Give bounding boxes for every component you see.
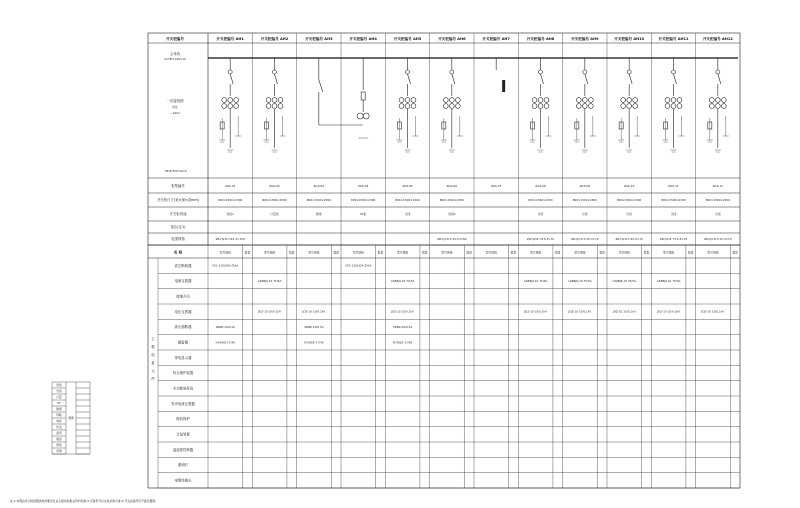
info-row-value: ZGS-01	[224, 184, 236, 188]
info-row-label: 开关柜用途	[169, 212, 187, 216]
info-row-value: ZGS-06	[446, 184, 458, 188]
fuse-icon	[361, 92, 365, 100]
equipment-header-qty: 数量	[687, 250, 694, 255]
ct-icon	[582, 104, 587, 109]
ct-icon	[272, 104, 277, 109]
ct-icon	[411, 104, 416, 109]
equipment-name: 零序电流互感器	[171, 401, 195, 406]
equipment-name: 接地开关	[176, 294, 190, 299]
cabinet-header: 开关柜编号 AH3	[305, 37, 333, 41]
pe-label: PE(E)TMY-50×5	[165, 169, 187, 173]
isolator-icon	[450, 70, 454, 74]
ct-icon	[665, 104, 670, 109]
info-row-label: 备注(注1)	[170, 225, 186, 229]
info-row-value: 进线1	[226, 212, 234, 216]
equipment-header-spec: 型号规格	[530, 250, 542, 255]
info-row-value: 800×1500×2300	[528, 198, 553, 202]
equipment-header-spec: 型号规格	[485, 250, 497, 255]
info-row-value: PT柜	[360, 212, 367, 216]
legend-item: 计量	[56, 395, 62, 399]
cabinet-scheme	[574, 58, 596, 152]
equipment-cell: HY5WZ-17/45	[392, 340, 413, 345]
equipment-cell: HY5WZ-17/45	[304, 340, 324, 345]
ct-icon	[588, 104, 593, 109]
info-row-value: ZGS-02	[269, 184, 280, 188]
legend-item: 联络	[56, 437, 62, 441]
header-label: 开关柜编号	[166, 37, 184, 41]
info-row-value: 出线	[626, 212, 632, 216]
equipment-name: 高压熔断器	[174, 325, 192, 330]
equipment-header-qty: 数量	[643, 250, 650, 255]
isolator-icon	[539, 70, 543, 74]
ct-icon	[576, 98, 581, 103]
isolator-icon	[672, 70, 676, 74]
equipment-header-name: 名 称	[173, 250, 183, 255]
ct-icon	[709, 98, 714, 103]
equipment-cell: LZZBJ9-10 75/5A	[656, 279, 681, 283]
cabinet-header: 开关柜编号 AH5	[393, 37, 422, 41]
equipment-header-spec: 型号规格	[663, 250, 675, 255]
ct-icon	[709, 104, 714, 109]
legend-item: 备用	[56, 431, 62, 435]
ct-icon	[272, 98, 277, 103]
ct-icon	[234, 98, 239, 103]
equipment-header-spec: 型号规格	[618, 250, 630, 255]
ct-icon	[443, 98, 448, 103]
ct-icon	[671, 104, 676, 109]
scheme-sub-1: 电压	[172, 105, 178, 109]
ct-icon	[576, 104, 581, 109]
equipment-header-spec: 型号规格	[308, 250, 320, 255]
cabinet-header: 开关柜编号 AH9	[571, 37, 599, 41]
isolator-icon	[228, 70, 232, 74]
isolator-icon	[273, 70, 277, 74]
group-label-char: 设	[151, 353, 155, 357]
info-row-value: ZGS-09	[579, 184, 591, 188]
equipment-header-spec: 型号规格	[264, 250, 276, 255]
ct-icon	[677, 98, 682, 103]
ct-icon	[399, 104, 404, 109]
equipment-name: 多功能电度表	[172, 386, 194, 391]
equipment-header-qty: 数量	[244, 250, 251, 255]
cabinet-scheme	[530, 58, 552, 152]
info-row-value: 出线	[670, 212, 677, 216]
isolator-icon	[583, 70, 587, 74]
group-label-char: 件	[151, 377, 155, 381]
ct-icon	[715, 98, 720, 103]
ct-icon	[532, 98, 537, 103]
ct-icon	[715, 104, 720, 109]
equipment-name: 温湿度控制器	[172, 447, 194, 452]
group-label-char: 要	[151, 345, 155, 349]
footer-note: 注:1.本图由设计院根据供电局要求及业主提供的相关资料绘制;2.设备型号以实际采购为准;3.开关柜编号见平面布置图。	[10, 499, 158, 503]
cabinet-scheme	[264, 58, 286, 152]
scheme-sub-2: ~10kV	[170, 111, 180, 115]
equipment-cell: XRNP-10/0.5A	[392, 325, 413, 329]
info-row-value: ZR-YJV-8.7/15-3×70	[704, 237, 732, 241]
equipment-group-label	[151, 336, 155, 381]
cabinet-header: 开关柜编号 AH2	[260, 37, 289, 41]
cabinet-scheme	[618, 58, 640, 152]
cabinet-scheme	[496, 58, 505, 92]
ct-icon	[633, 98, 638, 103]
info-row-value: 800×1500×2300	[262, 198, 287, 202]
info-row-value: 800×1500×2300	[705, 198, 730, 202]
cabinet-header: 开关柜编号 AH10	[614, 37, 645, 41]
ct-icon	[228, 104, 233, 109]
info-rows	[157, 183, 732, 241]
info-row-value: 800×1500×2300	[617, 198, 642, 202]
equipment-header-qty: 数量	[510, 250, 517, 255]
equipment-name: 电压互感器	[174, 309, 192, 314]
info-row-value: ZR-YJV-8.7/15-3×70	[659, 237, 688, 241]
ct-icon	[621, 104, 626, 109]
info-row-value: ZGS-07	[490, 184, 502, 188]
info-row-value: ZGS-11	[668, 184, 679, 188]
legend-table	[52, 382, 90, 454]
scheme-label: 一次接线图	[166, 99, 184, 103]
group-label-char: 元	[151, 369, 155, 373]
info-row-value: 出线	[537, 212, 544, 216]
breaker-blade	[275, 74, 278, 84]
legend-item: 隔离	[56, 407, 62, 411]
info-row-value: 800×1500×2300	[572, 198, 597, 202]
equipment-name: 微机保护	[176, 417, 190, 422]
info-row-value: 进线2	[448, 212, 456, 216]
legend-item: 母联	[56, 413, 62, 417]
equipment-header-qty: 数量	[333, 250, 339, 255]
ct-icon	[266, 104, 271, 109]
breaker-blade	[452, 74, 455, 84]
cabinet-scheme	[219, 58, 241, 152]
cabinet-scheme	[707, 58, 729, 152]
breaker-blade	[629, 74, 632, 84]
equipment-header-spec: 型号规格	[707, 250, 719, 255]
info-row-value: ZGS-05	[402, 184, 413, 188]
info-row-value: 800×1500×2300	[351, 198, 376, 202]
equipment-name: 电流互感器	[174, 279, 192, 284]
equipment-cell: JDZ-10 10/0.1kV	[612, 309, 636, 314]
ct-icon	[532, 104, 537, 109]
ct-icon	[538, 104, 543, 109]
breaker-blade	[541, 74, 544, 84]
equipment-cell: XRNP-10/0.5A	[304, 325, 324, 329]
ct-icon	[222, 104, 227, 109]
legend-item: 电容	[56, 419, 62, 423]
isolator-icon	[716, 70, 720, 74]
equipment-header-qty: 数量	[732, 250, 738, 255]
equipment-header-spec: 型号规格	[574, 250, 586, 255]
info-row-value: ZR-YJV-8.7/15-3×70	[526, 237, 555, 241]
cabinet-scheme	[397, 58, 419, 152]
info-row-value: ZR-YJV-8.7/15-3×150	[215, 237, 245, 241]
cabinet-scheme	[357, 58, 369, 138]
info-row-value: 800×1500×2300	[306, 198, 331, 202]
info-row-value: ZGS-08	[535, 184, 546, 188]
equipment-cell: LZZBJ9-10 75/5A	[612, 279, 637, 283]
equipment-cell: LZZBJ9-10 75/5A	[568, 279, 592, 283]
legend-item: 环网	[56, 449, 62, 453]
ct-icon	[582, 98, 587, 103]
info-row-value: 800×1500×2300	[395, 198, 420, 202]
cabinet-header: 开关柜编号 AH11	[658, 37, 689, 41]
cabinet-header: 开关柜编号 AH4	[349, 37, 377, 41]
ct-icon	[449, 98, 454, 103]
ct-icon	[627, 104, 632, 109]
equipment-header-qty: 数量	[599, 250, 605, 255]
equipment-header-spec: 型号规格	[397, 250, 409, 255]
ct-icon	[671, 98, 676, 103]
ct-icon	[455, 104, 460, 109]
equipment-cell: JDZ-10 10/0.1kV	[524, 309, 548, 314]
equipment-header-spec: 型号规格	[219, 250, 231, 255]
breaker-blade	[585, 74, 588, 84]
ct-icon	[677, 104, 682, 109]
equipment-header-spec: 型号规格	[352, 250, 364, 255]
busbar-label: 主母线	[169, 52, 181, 56]
pt-winding-icon	[357, 113, 363, 119]
group-label-char: 备	[151, 361, 155, 365]
ct-icon	[627, 98, 632, 103]
equipment-name: 综合保护装置	[172, 371, 194, 376]
ct-icon	[538, 98, 543, 103]
breaker-blade	[408, 74, 411, 84]
isolator-icon	[627, 70, 631, 74]
info-row-value: 隔离	[316, 212, 322, 216]
equipment-header-qty: 数量	[288, 250, 295, 255]
legend-item: 馈线	[56, 443, 62, 447]
info-row-value: 800×1500×2300	[218, 198, 243, 202]
equipment-cell: XRNP-10/0.5A	[215, 325, 236, 329]
info-row-value: 800×1500×2300	[439, 198, 464, 202]
ct-icon	[266, 98, 271, 103]
legend-item: 所变	[56, 425, 62, 429]
ct-icon	[443, 104, 448, 109]
ct-icon	[621, 98, 626, 103]
equipment-cell: JDZ-10 10/0.1kV	[258, 309, 282, 314]
ct-icon	[455, 98, 460, 103]
cabinet-scheme	[441, 58, 463, 152]
equipment-name: 带电显示器	[174, 355, 192, 360]
equipment-header-qty: 数量	[466, 250, 472, 255]
ct-icon	[222, 98, 227, 103]
equipment-header-qty: 数量	[554, 250, 561, 255]
info-row-value: ZR-YJV-8.7/15-3×70	[615, 237, 643, 241]
group-label-char: 主	[151, 337, 155, 341]
info-row-value: 出线	[404, 212, 411, 216]
pt-winding-icon	[363, 113, 369, 119]
breaker-blade	[230, 74, 233, 84]
info-row-value: ZGS-03	[313, 184, 325, 188]
cabinet-header: 开关柜编号 AH1	[216, 37, 244, 41]
info-row-value: ZR-YJV-8.7/15-3×70	[571, 237, 599, 241]
ct-icon	[721, 104, 726, 109]
ct-icon	[399, 98, 404, 103]
equipment-cell: HY5WZ-17/45	[215, 340, 235, 345]
legend-item: 出线	[56, 389, 62, 393]
isolator-blade	[319, 80, 323, 92]
busbar-spec: 3×TMY-100×10	[164, 57, 186, 61]
cabinet-header: 开关柜编号 AH7	[482, 37, 510, 41]
equipment-cell: JDZ-10 10/0.1kV	[568, 309, 592, 314]
equipment-table	[148, 245, 740, 488]
legend-title: 图例	[68, 416, 74, 420]
equipment-name: 计量装置	[176, 432, 190, 437]
ct-icon	[633, 104, 638, 109]
info-row-value: ZGS-10	[623, 184, 635, 188]
breaker-blade	[674, 74, 677, 84]
info-row-label: 电缆规格	[171, 237, 185, 241]
equipment-name: 照明灯	[177, 463, 189, 468]
ct-icon	[278, 98, 283, 103]
equipment-cell: LZZBJ9-10 75/5A	[390, 279, 415, 283]
equipment-cell: VS1-12/630A-25kA	[345, 263, 372, 268]
column-headers	[216, 36, 733, 41]
equipment-cell: LZZBJ9-10 75/5A	[257, 279, 282, 283]
info-row-value: 计量柜	[270, 212, 279, 216]
info-row-label: 柜型编号	[171, 184, 185, 188]
ct-icon	[544, 104, 549, 109]
equipment-header-qty: 数量	[377, 250, 384, 255]
equipment-name: 避雷器	[177, 340, 189, 345]
label-bar-icon	[502, 80, 505, 92]
legend-item: PT	[57, 401, 61, 405]
cabinet-header: 开关柜编号 AH6	[438, 37, 466, 41]
ct-icon	[228, 98, 233, 103]
cabinet-header: 开关柜编号 AH8	[526, 37, 555, 41]
breaker-blade	[718, 74, 721, 84]
info-row-label: 开关柜尺寸(宽×深×高mm)	[156, 198, 200, 202]
isolator-icon	[406, 70, 410, 74]
ct-icon	[449, 104, 454, 109]
ct-icon	[588, 98, 593, 103]
equipment-header-spec: 型号规格	[441, 250, 453, 255]
ct-icon	[411, 98, 416, 103]
info-row-value: ZGS-12	[712, 184, 724, 188]
ct-icon	[665, 98, 670, 103]
info-row-value: 出线	[582, 212, 588, 216]
equipment-header-qty: 数量	[421, 250, 428, 255]
equipment-name: 电缆终端头	[174, 478, 192, 483]
info-row-value: ZGS-04	[357, 184, 369, 188]
info-row-value: ZR-YJV-8.7/15-3×150	[437, 237, 467, 241]
info-row-value: 800×1500×2300	[661, 198, 686, 202]
ct-icon	[405, 104, 410, 109]
ct-icon	[405, 98, 410, 103]
equipment-cell: JDZ-10 10/0.1kV	[657, 309, 681, 314]
equipment-cell: JDZ-10 10/0.1kV	[391, 309, 415, 314]
cabinet-header: 开关柜编号 AH12	[702, 37, 733, 41]
equipment-cell: VS1-12/630A-25kA	[212, 263, 239, 268]
info-row-value: 出线	[715, 212, 721, 216]
equipment-cell: JDZ-10 10/0.1kV	[701, 309, 725, 314]
ct-icon	[234, 104, 239, 109]
ct-icon	[721, 98, 726, 103]
equipment-name: 真空断路器	[174, 263, 192, 268]
ct-icon	[278, 104, 283, 109]
legend-item: 进线	[56, 383, 62, 387]
equipment-cell: JDZ-10 10/0.1kV	[302, 309, 326, 314]
equipment-cell: LZZBJ9-10 75/5A	[523, 279, 548, 283]
ct-icon	[544, 98, 549, 103]
cabinet-scheme	[663, 58, 685, 152]
